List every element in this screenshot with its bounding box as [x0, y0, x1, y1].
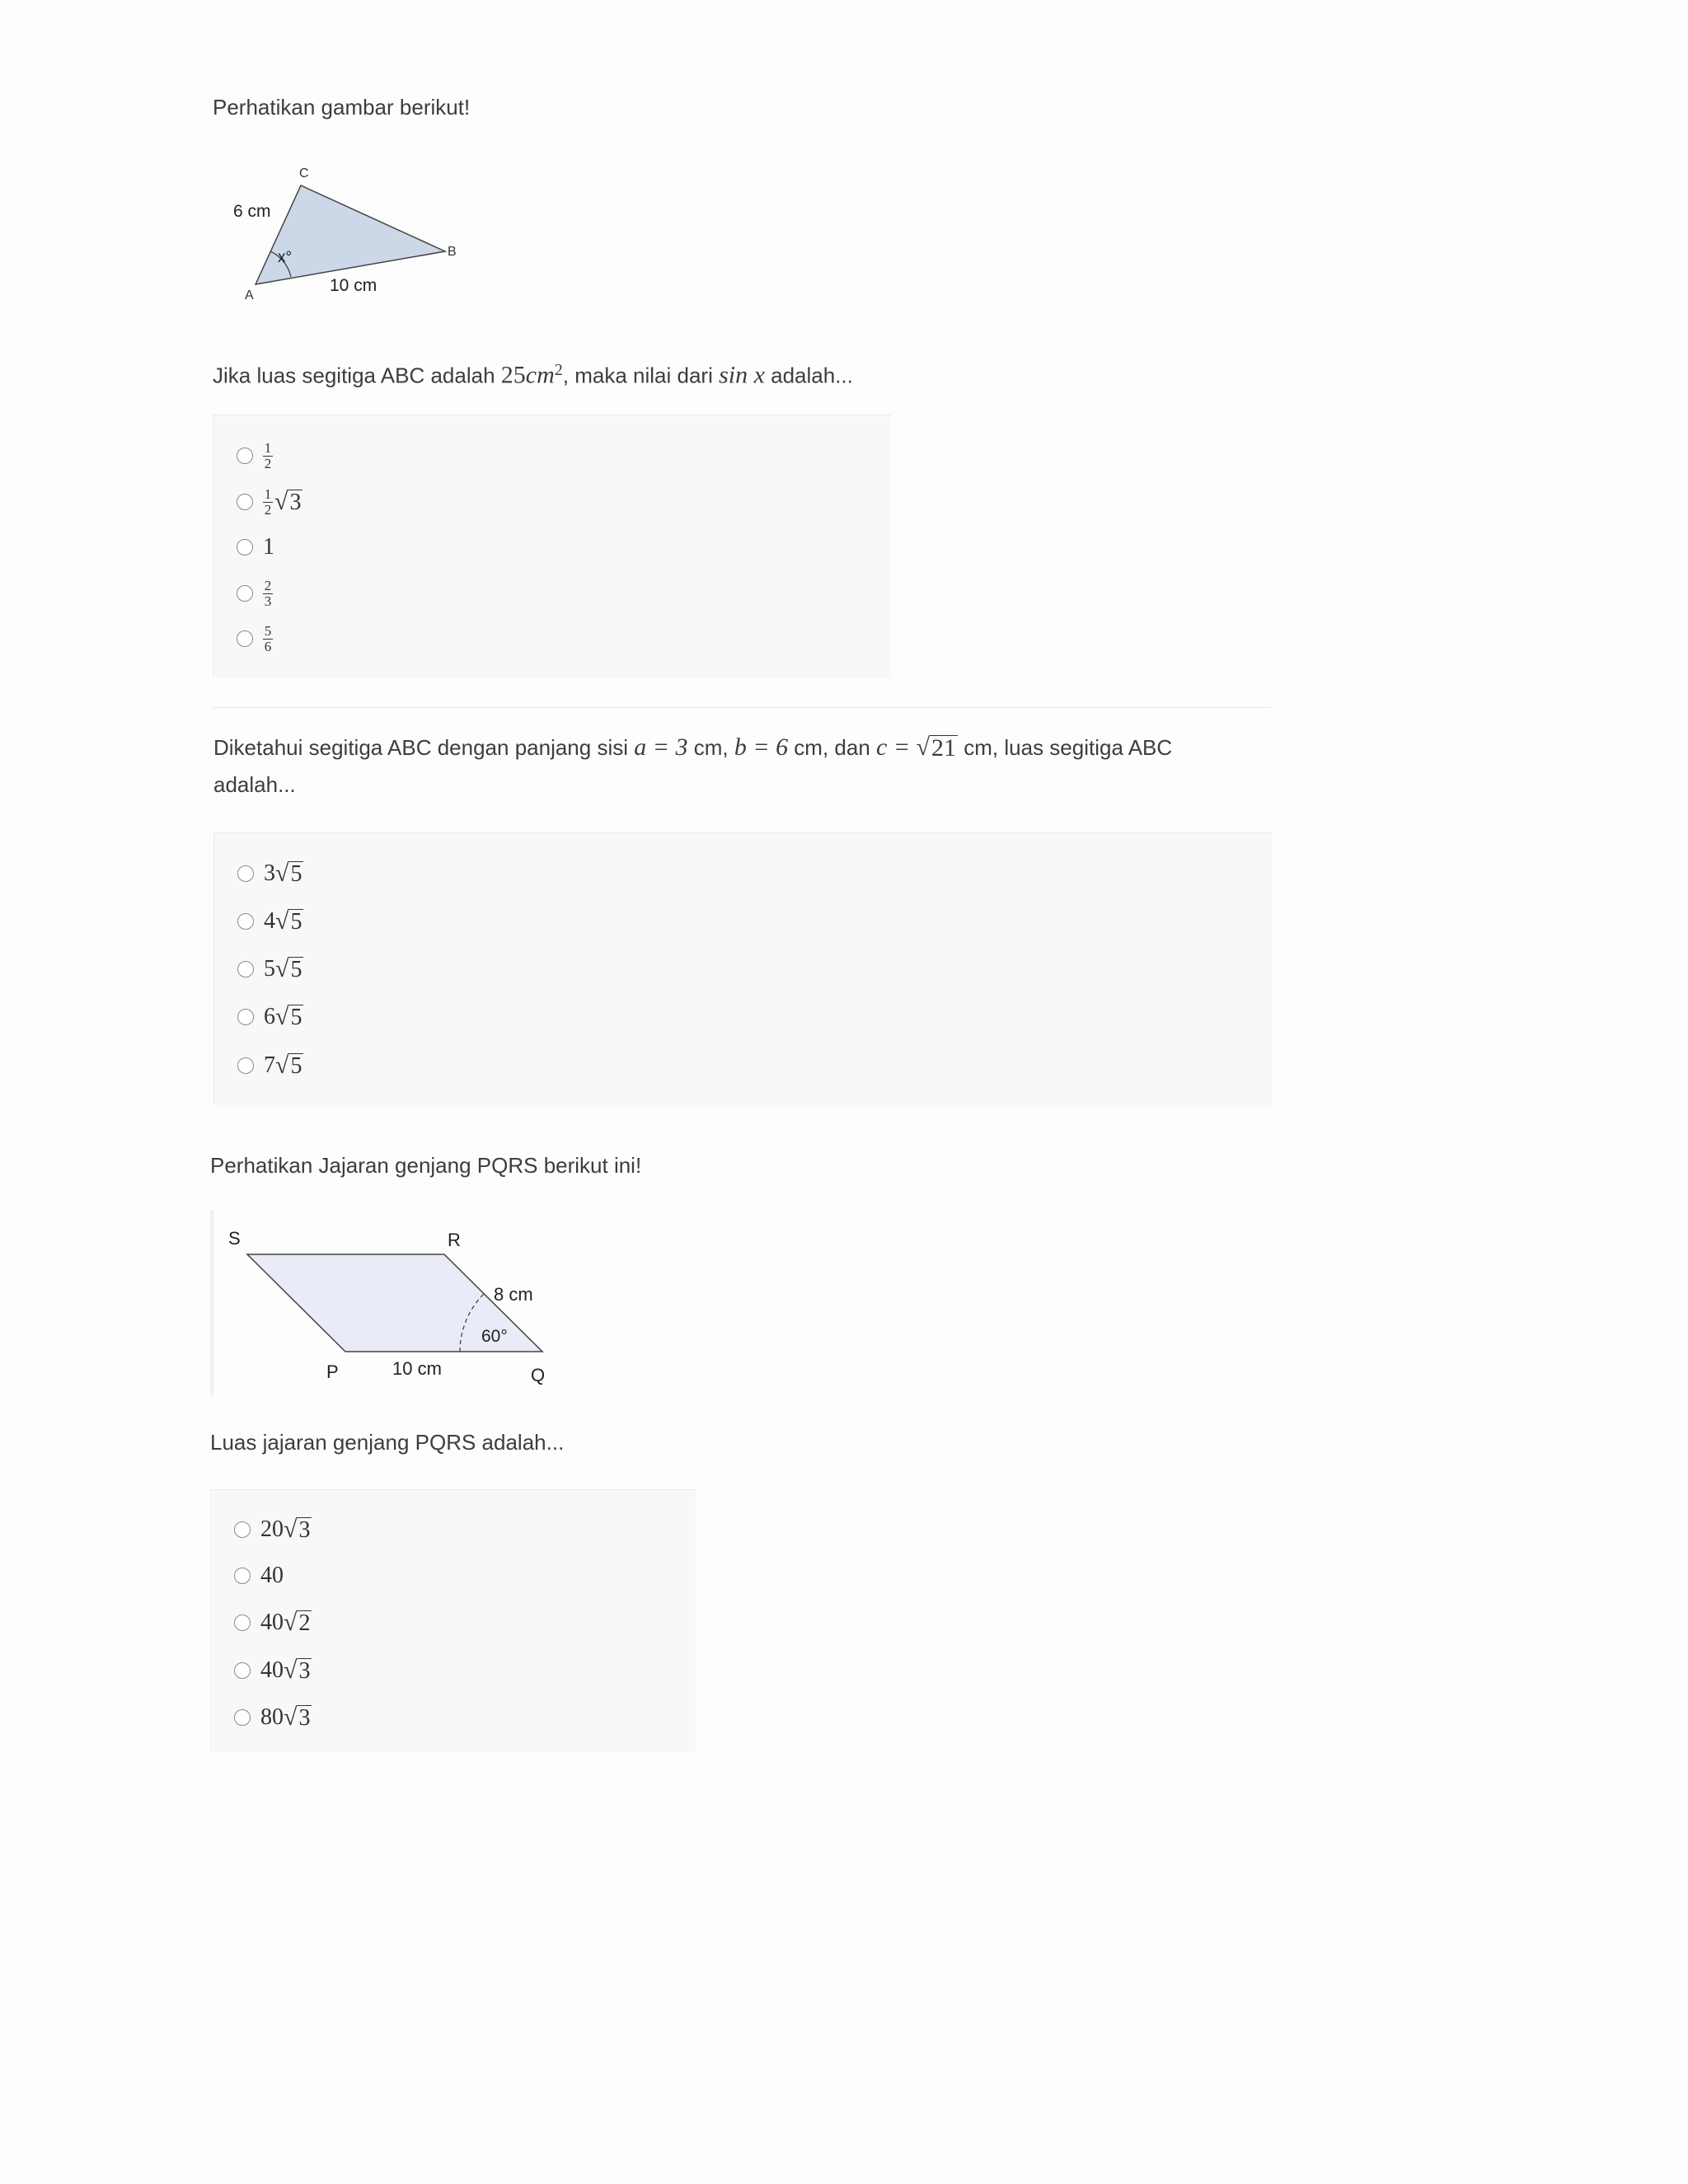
label-r: R [448, 1230, 461, 1250]
radio-button[interactable] [234, 1568, 251, 1584]
radio-button[interactable] [237, 913, 254, 930]
q1-question [213, 354, 853, 392]
radio-button[interactable] [237, 865, 254, 882]
angle-label: x° [278, 249, 293, 266]
q3-option-c[interactable]: 40 √ 2 [234, 1606, 312, 1639]
label-a: A [245, 288, 254, 302]
q3-question: Luas jajaran genjang PQRS adalah... [210, 1430, 565, 1455]
q1-option-b[interactable]: $\frac{1}{2}$ √ 3 [237, 485, 302, 518]
q1-question-mid: , maka nilai dari [562, 363, 720, 388]
side-pq-label: 10 cm [392, 1358, 442, 1379]
q2-b: b = 6 [734, 733, 789, 761]
radio-button[interactable] [234, 1521, 251, 1538]
label-q: Q [531, 1365, 546, 1385]
side-ac-label: 6 cm [233, 202, 271, 221]
q1-question-pre: Jika luas segitiga ABC adalah [213, 363, 501, 388]
radio-button[interactable] [237, 448, 253, 464]
q1-area-exp: 2 [554, 361, 563, 379]
q1-option-d[interactable]: $\frac{2}{3}$ [237, 577, 274, 610]
label-c: C [299, 166, 309, 180]
q2-option-a[interactable]: 3 √ 5 [237, 857, 303, 890]
q1-area-value: 25 [500, 361, 526, 389]
radio-button[interactable] [237, 539, 253, 555]
q3-options [210, 1489, 696, 1752]
divider [213, 707, 1271, 708]
q3-parallelogram-figure [213, 1210, 560, 1396]
q1-options [213, 415, 891, 677]
radio-button[interactable] [237, 1057, 254, 1074]
radio-button[interactable] [237, 494, 253, 510]
q2-question: Diketahui segitiga ABC dengan panjang sisi a = 3 cm, b = 6 cm, dan c = √ 21 cm, luas segitiga ABC [213, 733, 1173, 762]
q2-a: a = 3 [634, 733, 688, 761]
q2-option-d[interactable]: 6 √ 5 [237, 1001, 303, 1033]
radio-button[interactable] [237, 1009, 254, 1025]
label-p: P [326, 1361, 339, 1382]
q1-question-post: adalah... [764, 363, 853, 388]
q1-area-unit: cm [525, 361, 555, 389]
radio-button[interactable] [234, 1662, 251, 1679]
q1-intro: Perhatikan gambar berikut! [213, 95, 471, 120]
q2-option-c[interactable]: 5 √ 5 [237, 953, 303, 986]
angle-label: 60° [481, 1327, 508, 1346]
q3-intro: Perhatikan Jajaran genjang PQRS berikut ini! [210, 1153, 642, 1178]
q1-triangle-figure [223, 157, 478, 313]
q3-option-b[interactable]: 40 [234, 1559, 284, 1592]
q1-sin-x: sin x [719, 361, 765, 389]
q2-c-root: 21 [931, 734, 957, 762]
q3-option-d[interactable]: 40 √ 3 [234, 1654, 312, 1687]
q1-option-a[interactable]: $\frac{1}{2}$ [237, 439, 274, 472]
label-b: B [448, 245, 457, 259]
radio-button[interactable] [237, 961, 254, 977]
q2-c: c = [876, 733, 917, 761]
q2-question-line2: adalah... [213, 772, 296, 797]
side-ab-label: 10 cm [330, 276, 377, 295]
q2-option-e[interactable]: 7 √ 5 [237, 1049, 303, 1082]
radio-button[interactable] [234, 1615, 251, 1631]
q1-option-e[interactable]: $\frac{5}{6}$ [237, 622, 274, 655]
q2-option-b[interactable]: 4 √ 5 [237, 905, 303, 938]
q3-option-e[interactable]: 80 √ 3 [234, 1701, 312, 1734]
q2-options [213, 832, 1273, 1105]
radio-button[interactable] [237, 585, 253, 602]
label-s: S [228, 1228, 241, 1249]
side-qr-label: 8 cm [494, 1284, 533, 1305]
radio-button[interactable] [234, 1709, 251, 1726]
q1-option-c[interactable]: 1 [237, 531, 274, 564]
q3-option-a[interactable]: 20 √ 3 [234, 1513, 312, 1546]
radio-button[interactable] [237, 630, 253, 647]
triangle-abc [256, 185, 445, 284]
